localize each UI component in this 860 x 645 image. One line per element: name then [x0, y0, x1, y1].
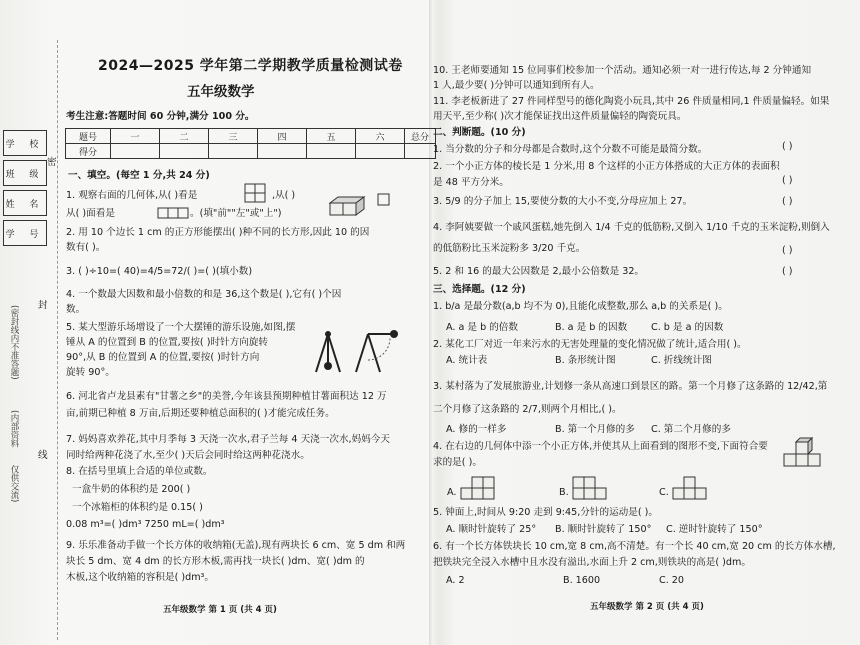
judge-2-line1: 2. 一个小正方体的棱长是 1 分米,用 8 个这样的小正方体搭成的大正方体的表面积	[433, 161, 780, 172]
q2-line1: 2. 用 10 个边长 1 cm 的正方形能摆出( )种不同的长方形,因此 10 的因	[66, 227, 370, 238]
score-cell: 五	[307, 129, 356, 144]
score-cell: 得分	[66, 144, 111, 159]
choice-6-option-b[interactable]: B. 1600	[563, 575, 601, 586]
score-cell: 一	[111, 129, 160, 144]
score-input-cell[interactable]	[356, 144, 405, 159]
q8-fridge: 一个冰箱柜的体积约是 0.15( )	[72, 502, 203, 513]
q1-line1-b: ,从( )	[272, 190, 296, 201]
score-cell: 总分	[405, 129, 436, 144]
choice-3-line1: 3. 某村落为了发展旅游业,计划修一条从高速口到景区的路。第一个月修了这条路的 12/42,第	[433, 381, 828, 392]
score-input-cell[interactable]	[160, 144, 209, 159]
choice-1: 1. b/a 是最分数(a,b 均不为 0),且能化成整数,那么 a,b 的关系是( )。	[433, 301, 728, 312]
choice-6-line2: 把铁块完全浸入水槽中且水没有溢出,水面上升 2 cm,则铁块的高是( )dm。	[433, 557, 751, 568]
judge-4-line1: 4. 李阿姨要做一个戚风蛋糕,她先倒入 1/4 千克的低筋粉,又倒入 1/10 千克的玉米淀粉,则倒入	[433, 222, 830, 233]
judge-3: 3. 5/9 的分子加上 15,要使分数的大小不变,分母应加上 27。	[433, 196, 693, 207]
score-cell: 六	[356, 129, 405, 144]
q8-milk: 一盒牛奶的体积约是 200( )	[72, 484, 191, 495]
q3-line: 3. ( )÷10=( 40)=4/5=72/( )=( )(填小数)	[66, 266, 253, 277]
score-input-cell[interactable]	[111, 144, 160, 159]
seal-char-mi: 密	[47, 157, 57, 168]
page-subtitle: 五年级数学	[187, 84, 255, 100]
judge-3-answer[interactable]: ( )	[782, 196, 793, 207]
score-cell: 二	[160, 129, 209, 144]
choice-3-line2: 二个月修了这条路的 2/7,则两个月相比,( )。	[433, 404, 622, 415]
section-judge: 二、判断题。(10 分)	[433, 127, 526, 138]
choice-2-option-c[interactable]: C. 折线统计图	[651, 355, 712, 366]
score-table-score-row	[66, 144, 436, 159]
choice-4-option-c[interactable]: C.	[659, 487, 669, 498]
seal-char-feng: 封	[38, 300, 48, 311]
choice-2-option-b[interactable]: B. 条形统计图	[555, 355, 616, 366]
choice-6-line1: 6. 有一个长方体铁块长 10 cm,宽 8 cm,高不清楚。有一个长 40 cm,宽 20 cm 的长方体水槽,	[433, 541, 836, 552]
q4-line2: 数。	[66, 304, 86, 315]
q6-line1: 6. 河北省卢龙县素有"甘薯之乡"的美誉,今年该县预期种植甘薯面积达 12 万	[66, 391, 387, 402]
q1-line2-a: 从( )面看是	[66, 208, 115, 219]
fold-line	[57, 40, 58, 640]
score-cell: 三	[209, 129, 258, 144]
q6-line2: 亩,前期已种植 8 万亩,后期还要种植总面积的( )才能完成任务。	[66, 408, 335, 419]
choice-5-option-c[interactable]: C. 逆时针旋转了 150°	[666, 524, 763, 535]
page-divider	[429, 0, 432, 645]
q1-single-square	[377, 193, 391, 207]
choice-3-option-b[interactable]: B. 第一个月修的多	[555, 424, 635, 435]
choice-2: 2. 某化工厂对近一年来污水的无害处理量的变化情况做了统计,适合用( )。	[433, 339, 747, 350]
judge-5: 5. 2 和 16 的最大公因数是 2,最小公倍数是 32。	[433, 266, 645, 277]
choice-4-line2: 求的是( )。	[433, 457, 482, 468]
side-label-number: 学 号	[5, 229, 45, 240]
q1-row-figure-3	[158, 207, 192, 219]
choice-4-reference-solid	[782, 436, 826, 470]
side-label-class: 班 级	[5, 169, 45, 180]
score-table	[65, 128, 436, 159]
q5-line2: 锤从 A 的位置到 B 的位置,要按( )时针方向旋转	[66, 337, 269, 348]
score-table-header-row	[66, 129, 436, 144]
judge-1: 1. 当分数的分子和分母都是合数时,这个分数不可能是最简分数。	[433, 144, 708, 155]
q10-line2: 1 人,最少要( )分钟可以通知到所有人。	[433, 80, 600, 91]
section-choice: 三、选择题。(12 分)	[433, 284, 526, 295]
q7-line1: 7. 妈妈喜欢养花,其中月季每 3 天浇一次水,君子兰每 4 天浇一次水,妈妈今天	[66, 434, 390, 445]
q8-conversion: 0.08 m³=( )dm³ 7250 mL=( )dm³	[66, 519, 225, 530]
side-school-box	[3, 130, 47, 156]
q9-line1: 9. 乐乐准备动手做一个长方体的收纳箱(无盖),现有两块长 6 cm、宽 5 dm 和两	[66, 540, 406, 551]
side-name-box	[3, 190, 47, 216]
q1-line2-b: 。(填"前""左"或"上")	[190, 208, 282, 219]
q9-line2: 块长 5 dm、宽 4 dm 的长方形木板,需再找一块长( )dm、宽( )dm 的	[66, 556, 365, 567]
score-input-cell[interactable]	[307, 144, 356, 159]
judge-5-answer[interactable]: ( )	[782, 266, 793, 277]
score-input-cell[interactable]	[258, 144, 307, 159]
page-title: 2024—2025 学年第二学期教学质量检测试卷	[98, 58, 403, 74]
side-label-school: 学 校	[5, 139, 45, 150]
q1-line1-a: 1. 观察右面的几何体,从( )看是	[66, 190, 198, 201]
choice-4-option-a[interactable]: A.	[447, 487, 457, 498]
choice-4-option-b-figure	[572, 474, 616, 502]
side-label-name: 姓 名	[5, 199, 45, 210]
q11-line1: 11. 李老板新进了 27 件同样型号的德化陶瓷小玩具,其中 26 件质量相同,1 件质量偏轻。如果	[433, 96, 830, 107]
choice-4-option-a-figure	[460, 474, 504, 502]
score-cell: 题号	[66, 129, 111, 144]
q2-line2: 数有( )。	[66, 242, 106, 253]
page1-footer: 五年级数学 第 1 页 (共 4 页)	[163, 605, 277, 615]
q7-line2: 同时给两种花浇了水,至少( )天后会同时给这两种花浇水。	[66, 450, 310, 461]
choice-1-option-a[interactable]: A. a 是 b 的倍数	[446, 322, 518, 333]
choice-4-option-c-figure	[672, 474, 716, 502]
pendulum-ride-figure	[312, 320, 402, 380]
q8-line: 8. 在括号里填上合适的单位或数。	[66, 466, 213, 477]
side-class-box	[3, 160, 47, 186]
q1-solid-figure	[330, 193, 370, 219]
side-number-box	[3, 220, 47, 246]
choice-4-line1: 4. 在右边的几何体中添一个小正方体,并使其从上面看到的图形不变,下面符合要	[433, 441, 768, 452]
judge-2-line2: 是 48 平方分米。	[433, 177, 509, 188]
exam-notice: 考生注意:答题时间 60 分钟,满分 100 分。	[66, 111, 255, 122]
choice-3-option-a[interactable]: A. 修的一样多	[446, 424, 507, 435]
judge-4-line2: 的低筋粉比玉米淀粉多 3/20 千克。	[433, 243, 586, 254]
choice-1-option-c[interactable]: C. b 是 a 的因数	[651, 322, 724, 333]
q5-line4: 旋转 90°。	[66, 367, 115, 378]
side-note-exchange: 仅供交流)	[9, 465, 19, 503]
choice-5-option-a[interactable]: A. 顺时针旋转了 25°	[446, 524, 537, 535]
choice-6-option-a[interactable]: A. 2	[446, 575, 465, 586]
choice-5-option-b[interactable]: B. 顺时针旋转了 150°	[555, 524, 652, 535]
q9-line3: 木板,这个收纳箱的容积是( )dm³。	[66, 572, 214, 583]
choice-2-option-a[interactable]: A. 统计表	[446, 355, 488, 366]
choice-6-option-c[interactable]: C. 20	[659, 575, 685, 586]
judge-1-answer[interactable]: ( )	[782, 141, 793, 152]
judge-4-answer[interactable]: ( )	[782, 245, 793, 256]
choice-5: 5. 钟面上,时间从 9:20 走到 9:45,分针的运动是( )。	[433, 507, 658, 518]
q11-line2: 用天平,至少称( )次才能保证找出这件质量偏轻的陶瓷玩具。	[433, 111, 687, 122]
q5-line3: 90°,从 B 的位置到 A 的位置,要按( )时针方向	[66, 352, 260, 363]
side-note-no-answer: (密封线内不准答题)	[9, 305, 19, 380]
choice-3-option-c[interactable]: C. 第二个月修的多	[651, 424, 731, 435]
score-cell: 四	[258, 129, 307, 144]
q5-line1: 5. 某大型游乐场增设了一个大摆锤的游乐设施,如图,摆	[66, 322, 296, 333]
judge-2-answer[interactable]: ( )	[782, 175, 793, 186]
choice-1-option-b[interactable]: B. a 是 b 的因数	[555, 322, 628, 333]
choice-4-option-b[interactable]: B.	[559, 487, 569, 498]
q10-line1: 10. 王老师要通知 15 位同事们校参加一个活动。通知必须一对一进行传达,每 2 分钟通知	[433, 65, 812, 76]
q4-line1: 4. 一个数最大因数和最小倍数的和是 36,这个数是( ),它有( )个因	[66, 289, 342, 300]
side-note-internal: (内部资料	[9, 410, 19, 448]
score-input-cell[interactable]	[209, 144, 258, 159]
seal-char-xian: 线	[38, 450, 48, 461]
section-fill-blank: 一、填空。(每空 1 分,共 24 分)	[68, 170, 210, 181]
score-input-cell[interactable]	[405, 144, 436, 159]
page2-footer: 五年级数学 第 2 页 (共 4 页)	[590, 602, 704, 612]
